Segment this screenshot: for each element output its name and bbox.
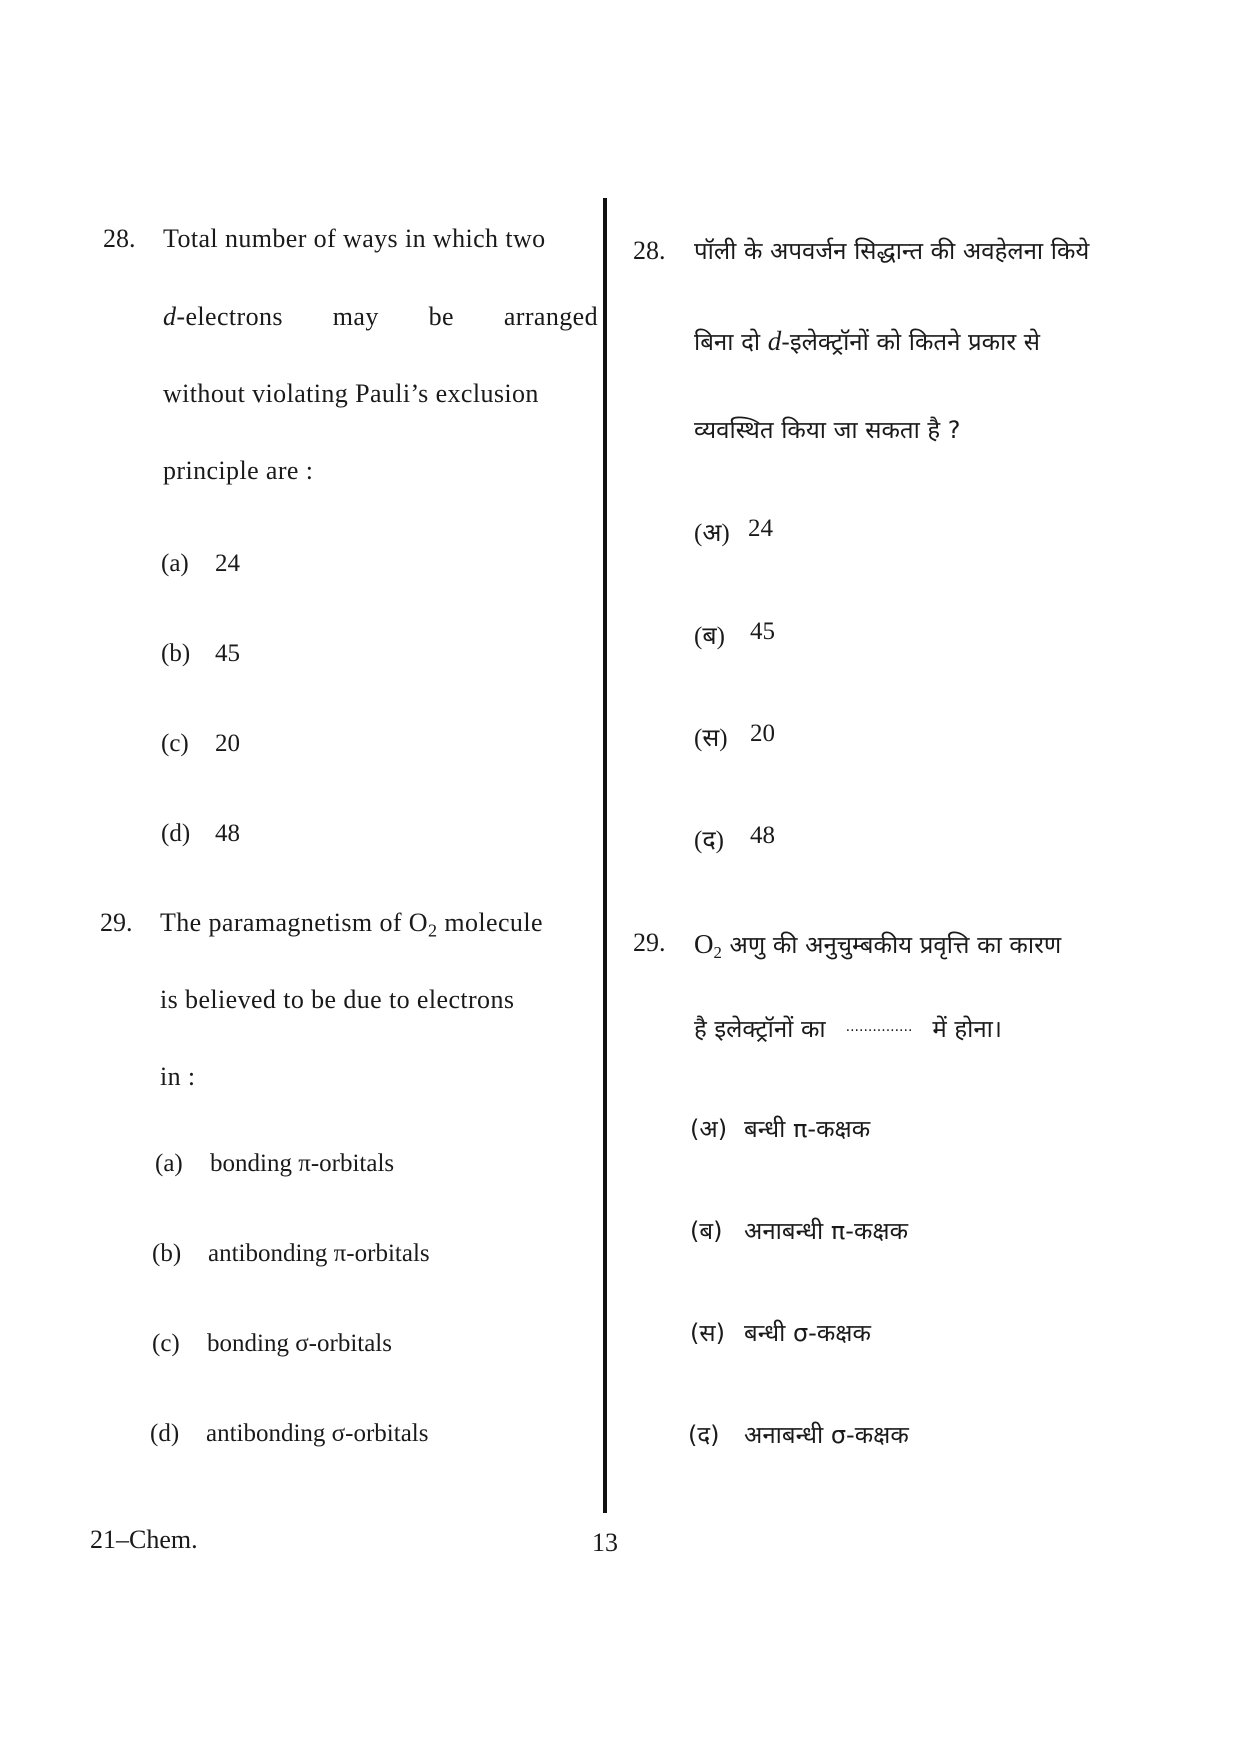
option-label: (a) — [161, 550, 189, 577]
option-label: (d) — [150, 1420, 180, 1447]
option-label: (अ) — [690, 1115, 728, 1143]
option-label: (द) — [688, 1421, 720, 1449]
option-text: बन्धी π-कक्षक — [744, 1115, 871, 1143]
question-text-line: बिना दो d-इलेक्ट्रॉनों को कितने प्रकार से — [694, 326, 1040, 356]
question-text-line: without violating Pauli’s exclusion — [163, 379, 539, 408]
option-text: bonding π-orbitals — [210, 1150, 395, 1177]
option-text: 45 — [750, 618, 775, 645]
option-text: 20 — [750, 720, 775, 747]
option-label: (b) — [152, 1240, 182, 1267]
option-text: 45 — [215, 640, 240, 667]
question-text-line: in : — [160, 1062, 196, 1091]
option-text: 24 — [215, 550, 240, 577]
question-number: 29. — [633, 928, 666, 957]
question-number: 28. — [103, 224, 136, 253]
question-text-line: The paramagnetism of $O_2$ molecule — [160, 908, 543, 941]
page-number: 13 — [592, 1528, 618, 1557]
option-text: 20 — [215, 730, 240, 757]
option-text: antibonding σ-orbitals — [206, 1420, 429, 1447]
option-label: (द) — [694, 827, 724, 854]
option-label: (b) — [161, 640, 191, 667]
question-text-line: है इलेक्ट्रॉनों का ............... में होना। — [694, 1015, 1002, 1043]
question-text-line: व्यवस्थित किया जा सकता है ? — [694, 416, 961, 444]
option-text: bonding σ-orbitals — [207, 1330, 392, 1357]
option-label: (a) — [155, 1150, 183, 1177]
option-label: (d) — [161, 820, 191, 847]
option-label: (स) — [690, 1319, 725, 1347]
option-text: अनाबन्धी π-कक्षक — [744, 1217, 909, 1245]
option-label: (अ) — [694, 520, 730, 547]
question-text-line: $O_2$ अणु की अनुचुम्बकीय प्रवृत्ति का कारण — [694, 929, 1062, 963]
option-text: अनाबन्धी σ-कक्षक — [744, 1421, 909, 1449]
question-text-line: is believed to be due to electrons — [160, 985, 515, 1014]
option-text: 24 — [748, 515, 773, 542]
option-label: (c) — [152, 1330, 180, 1357]
option-label: (स) — [694, 725, 728, 752]
paper-code: 21–Chem. — [90, 1525, 198, 1554]
option-text: 48 — [215, 820, 240, 847]
question-text-line: Total number of ways in which two — [163, 224, 546, 253]
question-number: 28. — [633, 236, 666, 265]
column-divider — [603, 198, 607, 1513]
option-label: (ब) — [694, 623, 725, 650]
question-number: 29. — [100, 908, 133, 937]
option-label: (c) — [161, 730, 189, 757]
question-text-line: principle are : — [163, 456, 314, 485]
question-text-line: पॉली के अपवर्जन सिद्धान्त की अवहेलना किये — [694, 237, 1090, 265]
option-text: 48 — [750, 822, 775, 849]
option-text: बन्धी σ-कक्षक — [744, 1319, 871, 1347]
option-label: (ब) — [690, 1217, 723, 1245]
option-text: antibonding π-orbitals — [208, 1240, 430, 1267]
question-text-line: d-electrons may be arranged — [163, 302, 598, 331]
